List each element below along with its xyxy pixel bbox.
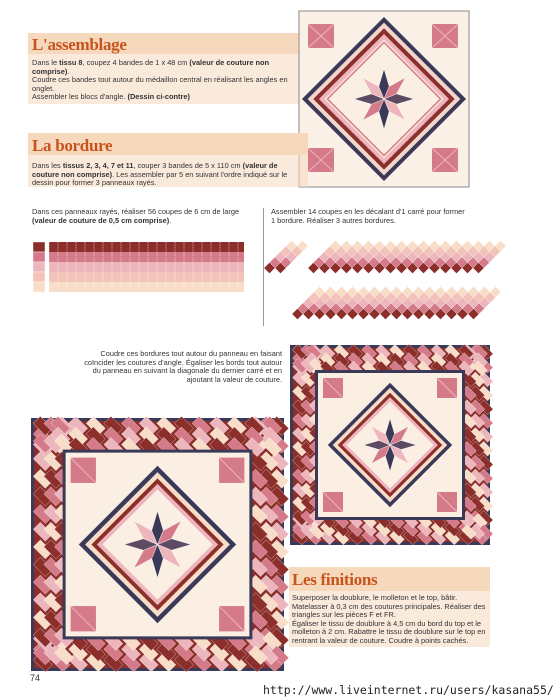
staggered-border-diagram [262, 228, 492, 328]
sew-borders-instructions: Coudre ces bordures tout autour du panneau en faisant coïncider les coutures d'angle. Égaliser les bords tout autour du panneau en suivant la diagonale du dernier carré et en ajoutant la valeur de couture. [84, 349, 282, 384]
bordure-title: La bordure [32, 136, 113, 155]
finitions-title: Les finitions [292, 570, 378, 589]
striped-panel-diagram [33, 238, 248, 298]
panels-instructions: Dans ces panneaux rayés, réaliser 56 coupes de 6 cm de large (valeur de couture de 0,5 cm comprise). [32, 207, 240, 225]
finitions-body: Superposer la doublure, le molleton et le top, bâtir. Matelasser à 0,3 cm des coutures principales. Réaliser des triangles sur les pièces F et FR. Égaliser le tissu de doublure à 4,5 cm du bord du top et le molleton à 2 cm. Rabattre le tissu de doublure sur le top en rentrant la valeur de couture. Coudre à points cachés. [292, 593, 486, 645]
assemblage-body: Dans le tissu 8, coupez 4 bandes de 1 x 48 cm (valeur de couture non comprise). Coudre ces bandes tout autour du médaillon central en réalisant les angles en onglet. Assembler les blocs d'angle. (Dessin ci-contre) [32, 58, 288, 102]
bordure-body: Dans les tissus 2, 3, 4, 7 et 11, couper 3 bandes de 5 x 110 cm (valeur de couture non comprise). Les assembler par 5 en suivant l'ordre indiqué sur le dessin pour former 3 panneaux rayés. [32, 161, 288, 188]
watermark-url: http://www.liveinternet.ru/users/kasana55/ [263, 683, 554, 697]
finished-quilt-image [31, 418, 284, 671]
assemble-instructions: Assembler 14 coupes en les décalant d'1 carré pour former 1 bordure. Réaliser 3 autres bordures. [271, 207, 465, 225]
medallion-assembly-diagram [298, 10, 470, 188]
quilt-with-border-diagram [290, 345, 490, 545]
page-number: 74 [30, 673, 41, 683]
assemblage-title: L'assemblage [32, 35, 127, 54]
star [354, 69, 414, 129]
